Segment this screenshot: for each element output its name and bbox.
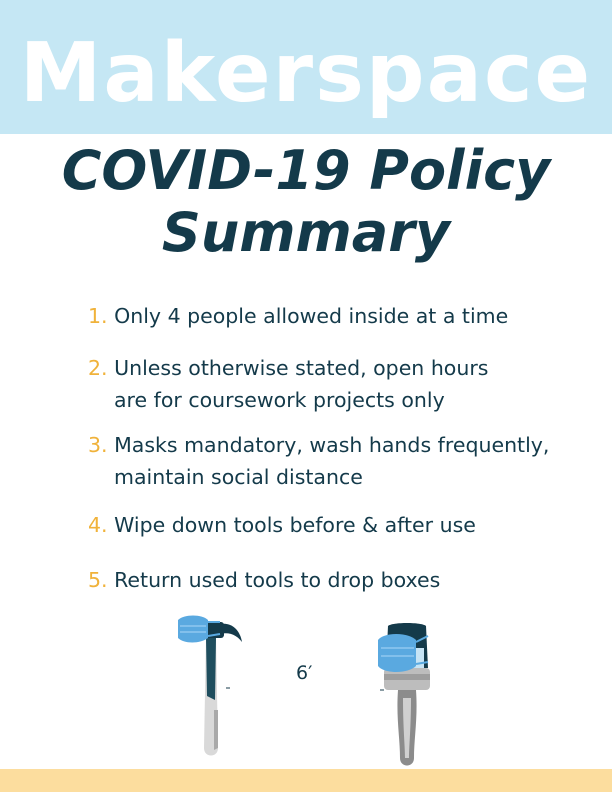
policy-number: 1. [88, 304, 108, 328]
distance-label: 6′ [296, 662, 313, 684]
footer-band [0, 769, 612, 792]
policy-text: Unless otherwise stated, open hours [114, 356, 489, 380]
masked-hammer-icon [170, 610, 250, 768]
policy-text: Only 4 people allowed inside at a time [114, 304, 509, 328]
policy-number: 3. [88, 433, 108, 457]
masked-paintbrush-icon [370, 618, 440, 770]
policy-text: Wipe down tools before & after use [114, 513, 476, 537]
policy-item-2 [88, 352, 588, 416]
policy-text: Masks mandatory, wash hands frequently, [114, 433, 550, 457]
header-band [0, 0, 612, 134]
policy-text: Return used tools to drop boxes [114, 568, 441, 592]
policy-item-3 [88, 429, 588, 493]
policy-number: 2. [88, 356, 108, 380]
brand-title: Makerspace [19, 26, 593, 121]
page-title-line-2: Summary [161, 201, 451, 264]
policy-text-continued: maintain social distance [114, 465, 363, 489]
policy-number: 4. [88, 513, 108, 537]
policy-item-5 [88, 564, 588, 596]
policy-item-1 [88, 300, 588, 332]
policy-text-continued: are for coursework projects only [114, 388, 445, 412]
policy-item-4 [88, 509, 588, 541]
page-title [0, 140, 612, 264]
page-title-line-1: COVID-19 Policy [61, 139, 551, 202]
policy-number: 5. [88, 568, 108, 592]
